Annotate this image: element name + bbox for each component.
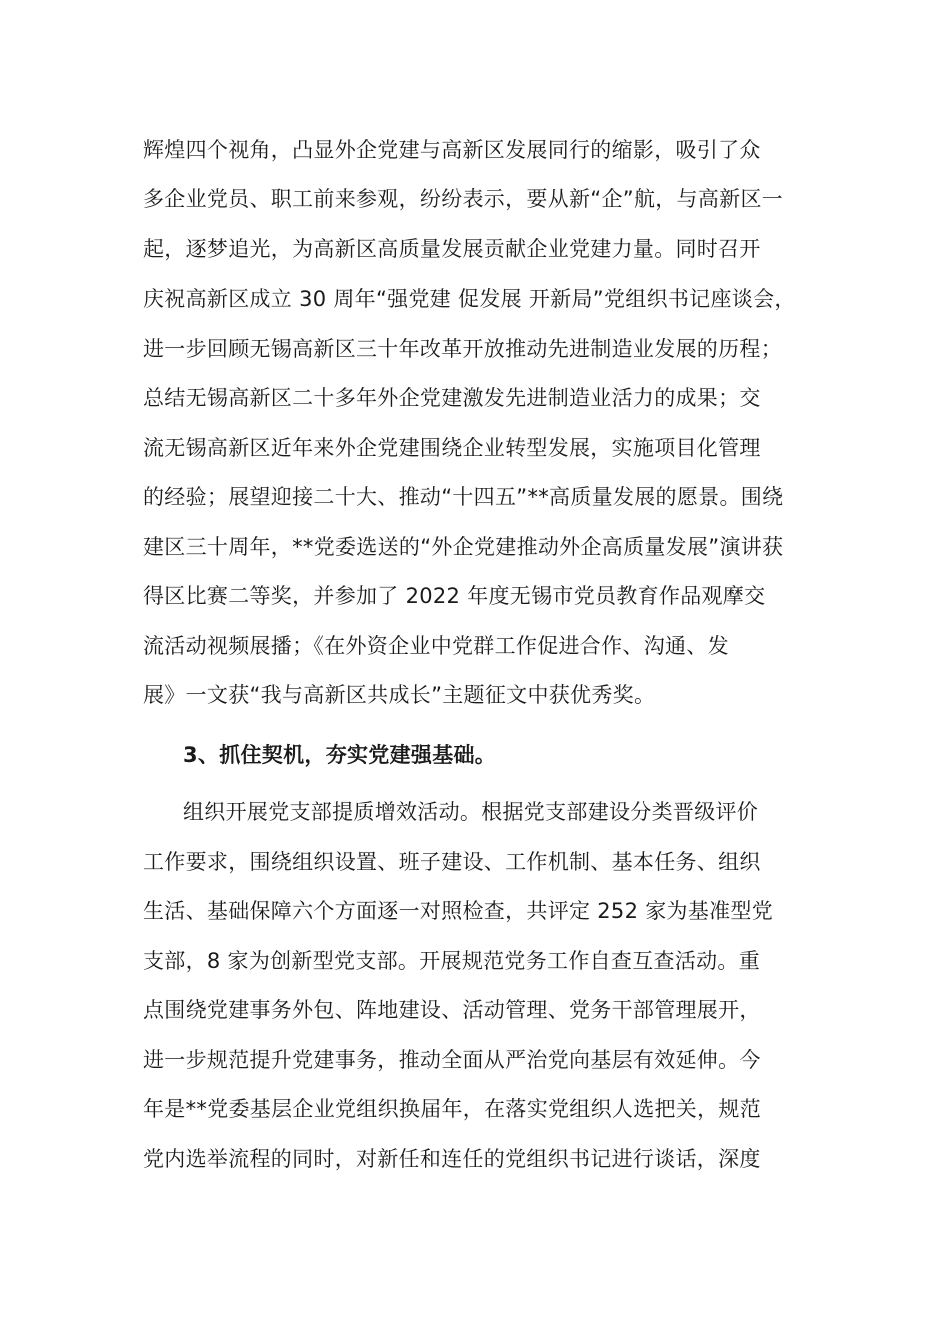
section-heading: 3、抓住契机，夯实党建强基础。: [183, 743, 497, 767]
paragraph-1-line-4: 庆祝高新区成立 30 周年“强党建 促发展 开新局”党组织书记座谈会，: [143, 287, 796, 311]
paragraph-2-line-4: 支部，8 家为创新型党支部。开展规范党务工作自查互查活动。重: [143, 949, 761, 973]
paragraph-1-line-12: 展》一文获“我与高新区共成长”主题征文中获优秀奖。: [143, 683, 656, 707]
paragraph-2-line-3: 生活、基础保障六个方面逐一对照检查，共评定 252 家为基准型党: [143, 899, 774, 923]
paragraph-1-line-1: 辉煌四个视角，凸显外企党建与高新区发展同行的缩影，吸引了众: [143, 138, 761, 162]
paragraph-2-line-5: 点围绕党建事务外包、阵地建设、活动管理、党务干部管理展开，: [143, 998, 761, 1022]
paragraph-1-line-9: 建区三十周年，**党委选送的“外企党建推动外企高质量发展”演讲获: [143, 535, 784, 559]
paragraph-1-line-8: 的经验；展望迎接二十大、推动“十四五”**高质量发展的愿景。围绕: [143, 485, 784, 509]
paragraph-1-line-10: 得区比赛二等奖，并参加了 2022 年度无锡市党员教育作品观摩交: [143, 584, 766, 608]
paragraph-2-line-2: 工作要求，围绕组织设置、班子建设、工作机制、基本任务、组织: [143, 850, 761, 874]
paragraph-1-line-7: 流无锡高新区近年来外企党建围绕企业转型发展，实施项目化管理: [143, 436, 761, 460]
paragraph-2-line-1: 组织开展党支部提质增效活动。根据党支部建设分类晋级评价: [183, 800, 759, 824]
paragraph-1-line-3: 起，逐梦追光，为高新区高质量发展贡献企业党建力量。同时召开: [143, 237, 761, 261]
paragraph-1-line-6: 总结无锡高新区二十多年外企党建激发先进制造业活力的成果；交: [143, 386, 761, 410]
paragraph-2-line-6: 进一步规范提升党建事务，推动全面从严治党向基层有效延伸。今: [143, 1048, 761, 1072]
paragraph-1-line-11: 流活动视频展播；《在外资企业中党群工作促进合作、沟通、发: [143, 634, 729, 658]
paragraph-2-line-7: 年是**党委基层企业党组织换届年，在落实党组织人选把关，规范: [143, 1097, 761, 1121]
paragraph-1-line-5: 进一步回顾无锡高新区三十年改革开放推动先进制造业发展的历程；: [143, 337, 782, 361]
paragraph-2-line-8: 党内选举流程的同时，对新任和连任的党组织书记进行谈话，深度: [143, 1147, 761, 1171]
paragraph-1-line-2: 多企业党员、职工前来参观，纷纷表示，要从新“企”航，与高新区一: [143, 187, 784, 211]
